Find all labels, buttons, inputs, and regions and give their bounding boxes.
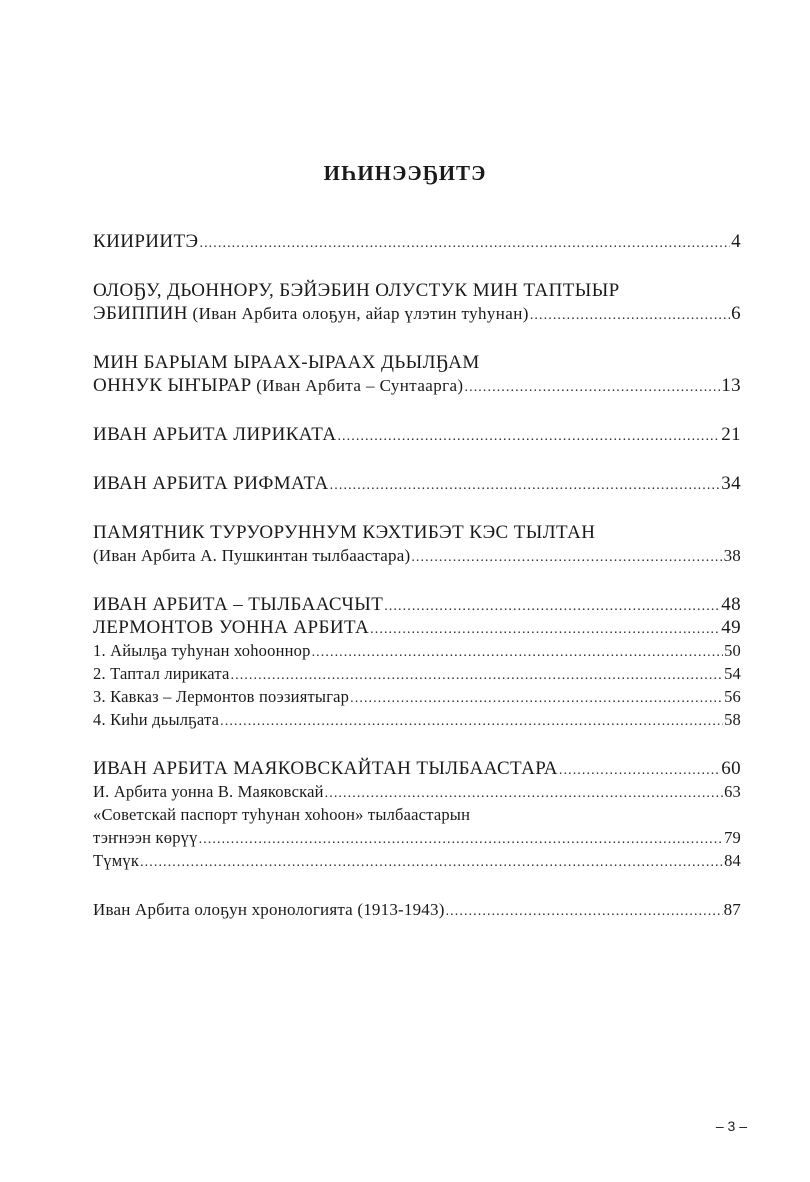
dot-leader: [312, 641, 724, 664]
toc-entry-label: И. Арбита уонна В. Маяковскай: [93, 782, 324, 801]
toc-entry-label: ЭБИППИН: [93, 303, 188, 324]
toc-entry-kavkaz[interactable]: [93, 685, 741, 708]
dot-leader: [530, 304, 730, 327]
toc-entry-label: 4. Киһи дьылҕата: [93, 710, 220, 729]
toc-entry-page: 48: [721, 594, 741, 615]
toc-entry-ayylha[interactable]: [93, 639, 741, 662]
dot-leader: [350, 687, 723, 710]
toc-entry-taptal[interactable]: [93, 662, 741, 685]
toc-entry-page: 58: [724, 710, 741, 729]
toc-entry-kihi[interactable]: [93, 708, 741, 731]
dot-leader: [140, 851, 723, 874]
dot-leader: [325, 782, 723, 805]
toc-entry-label: 2. Таптал лириката: [93, 664, 230, 683]
toc-entry-label: тэҥнээн көрүү: [93, 828, 198, 847]
toc-entry-page: 54: [724, 664, 741, 683]
toc-entry-label: Түмүк: [93, 851, 140, 870]
toc-entry-tumuk[interactable]: [93, 849, 741, 872]
toc-entry-page: 84: [724, 851, 741, 870]
toc-entry-olohu-line1: ОЛОҔУ, ДЬОННОРУ, БЭЙЭБИН ОЛУСТУК МИН ТАПТЫЫР: [93, 280, 620, 301]
toc-entry-page: 56: [724, 687, 741, 706]
dot-leader: [199, 232, 730, 255]
toc-entry-i-arbita[interactable]: [93, 780, 741, 803]
toc-title: ИҺИНЭЭҔИТЭ: [323, 161, 487, 185]
toc-entry-label: ОННУК ЫҤЫРАР: [93, 375, 252, 396]
toc-entry-label: ЛЕРМОНТОВ УОННА АРБИТА: [93, 617, 370, 638]
toc-entry-subtitle: (Иван Арбита олоҕун, айар үлэтин туһунан): [187, 304, 529, 323]
toc-entry-page: 34: [721, 473, 741, 494]
toc-entry-lermontov[interactable]: [93, 616, 741, 639]
toc-entry-pamyatnik-line1: ПАМЯТНИК ТУРУОРУННУМ КЭХТИБЭТ КЭС ТЫЛТАН: [93, 522, 596, 543]
toc-entry-label: (Иван Арбита А. Пушкинтан тылбаастара): [93, 546, 411, 565]
toc-entry-min-baryam[interactable]: [93, 374, 741, 397]
toc-entry-lirikata[interactable]: [93, 423, 741, 446]
toc-entry-page: 50: [724, 641, 741, 660]
toc-entry-kiiriite[interactable]: [93, 230, 741, 253]
dot-leader: [231, 664, 724, 687]
toc-entry-label: ИВАН АРБИТА МАЯКОВСКАЙТАН ТЫЛБААСТАРА: [93, 758, 558, 779]
toc-entry-page: 6: [731, 303, 741, 324]
toc-entry-pamyatnik[interactable]: [93, 544, 741, 567]
dot-leader: [337, 425, 720, 448]
dot-leader: [199, 828, 724, 851]
toc-entry-label: Иван Арбита олоҕун хронологията (1913-1943): [93, 900, 445, 919]
toc-entry-label: ИВАН АРБИТА – ТЫЛБААСЧЫТ: [93, 594, 384, 615]
toc-entry-label: КИИРИИТЭ: [93, 231, 199, 252]
dot-leader: [446, 900, 723, 923]
dot-leader: [559, 759, 720, 782]
toc-entry-label: 1. Айылҕа туһунан хоһооннор: [93, 641, 311, 660]
toc-entry-page: 38: [723, 546, 741, 565]
toc-entry-page: 21: [721, 424, 741, 445]
page-number: – 3 –: [715, 1118, 747, 1134]
toc-entry-olohu[interactable]: [93, 302, 741, 325]
toc-entry-page: 49: [721, 617, 741, 638]
dot-leader: [370, 618, 720, 641]
toc-entry-label: 3. Кавказ – Лермонтов поэзиятыгар: [93, 687, 350, 706]
toc-entry-page: 79: [724, 828, 741, 847]
toc-entry-rifmata[interactable]: [93, 472, 741, 495]
dot-leader: [330, 474, 721, 497]
toc-entry-page: 87: [723, 900, 741, 919]
dot-leader: [384, 595, 720, 618]
toc-entry-label: ИВАН АРБИТА РИФМАТА: [93, 473, 329, 494]
toc-entry-page: 63: [724, 782, 741, 801]
table-of-contents: [93, 230, 741, 921]
toc-entry-sovetskay-line1: «Советскай паспорт туһунан хоһоон» тылбаастарын: [93, 805, 471, 824]
toc-entry-page: 4: [731, 231, 741, 252]
toc-entry-page: 60: [721, 758, 741, 779]
dot-leader: [411, 546, 722, 569]
toc-entry-min-baryam-line1: МИН БАРЫАМ ЫРААХ-ЫРААХ ДЬЫЛҔАМ: [93, 352, 480, 373]
toc-entry-tylbaaschyt[interactable]: [93, 593, 741, 616]
dot-leader: [465, 376, 721, 399]
toc-entry-page: 13: [721, 375, 741, 396]
dot-leader: [220, 710, 723, 733]
toc-entry-label: ИВАН АРЬИТА ЛИРИКАТА: [93, 424, 337, 445]
toc-entry-sovetskay[interactable]: [93, 826, 741, 849]
toc-entry-mayakovsky[interactable]: [93, 757, 741, 780]
toc-entry-subtitle: (Иван Арбита – Сунтаарга): [251, 376, 464, 395]
toc-entry-chronology[interactable]: [93, 898, 741, 921]
